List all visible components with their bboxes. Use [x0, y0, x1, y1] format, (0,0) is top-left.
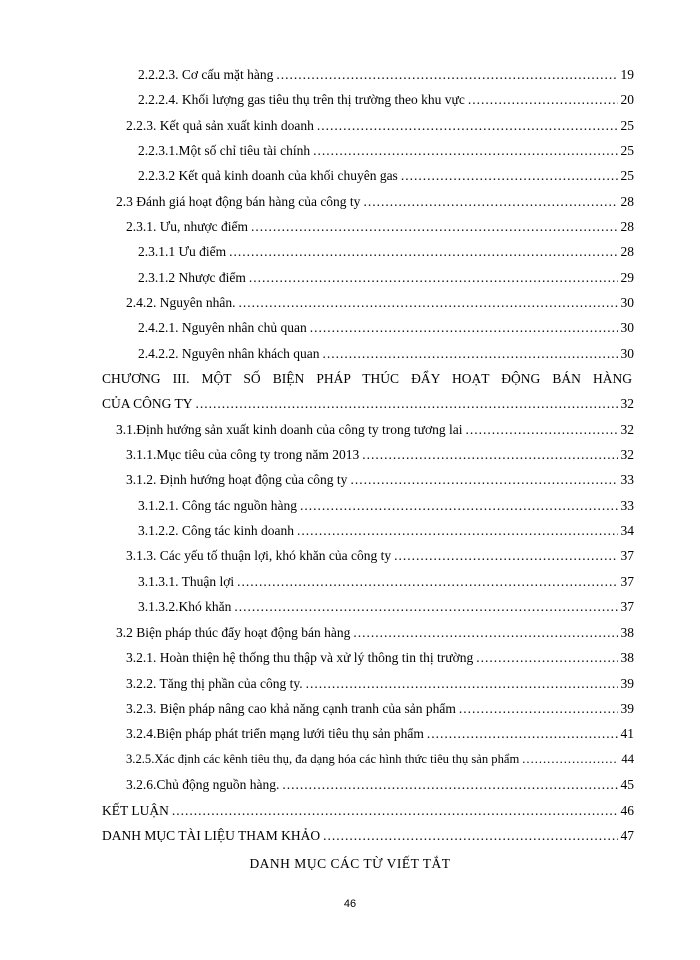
toc-entry[interactable] [138, 92, 634, 108]
toc-entry[interactable] [116, 422, 634, 438]
toc-entry-text: 3.1.2.1. Công tác nguồn hàng [138, 498, 297, 513]
toc-entry[interactable] [102, 828, 634, 844]
toc-entry-page: 47 [620, 828, 634, 843]
toc-leader [522, 752, 618, 767]
toc-entry[interactable] [138, 270, 634, 286]
toc-entry-text: 3.2.4.Biện pháp phát triển mạng lưới tiêu thụ sản phẩm [126, 726, 424, 741]
toc-entry[interactable] [126, 447, 634, 463]
toc-entry-page: 25 [620, 143, 634, 158]
toc-entry[interactable] [138, 599, 634, 615]
toc-entry-page: 25 [620, 168, 634, 183]
toc-leader [310, 320, 618, 336]
toc-entry-page: 39 [620, 701, 634, 716]
toc-entry-page: 33 [620, 498, 634, 513]
toc-entry-text: 2.3.1.1 Ưu điểm [138, 244, 227, 259]
toc-entry[interactable] [126, 777, 634, 793]
toc-entry-text: 3.1.3.2.Khó khăn [138, 599, 232, 614]
page-number: 46 [343, 898, 357, 910]
toc-leader [363, 194, 617, 210]
toc-entry-page: 32 [620, 447, 634, 462]
toc-entry-page: 30 [620, 346, 634, 361]
toc-entry[interactable] [126, 472, 634, 488]
toc-entry-text: 3.2 Biện pháp thúc đẩy hoạt động bán hàng [116, 625, 351, 640]
toc-entry-page: 37 [620, 574, 634, 589]
toc-entry-text: 2.3.1.2 Nhược điểm [138, 270, 246, 285]
toc-entry[interactable] [116, 194, 634, 210]
toc-leader [362, 447, 617, 463]
toc-entry[interactable] [126, 650, 634, 666]
toc-entry-text: 3.2.6.Chủ động nguồn hàng. [126, 777, 280, 792]
toc-entry[interactable] [138, 143, 634, 159]
toc-entry-page: 38 [620, 650, 634, 665]
toc-entry-text: 2.4.2.2. Nguyên nhân khách quan [138, 346, 320, 361]
toc-entry[interactable] [138, 574, 634, 590]
toc-entry-text: 3.2.3. Biện pháp nâng cao khả năng cạnh tranh của sản phẩm [126, 701, 456, 716]
toc-entry-text: 3.1.1.Mục tiêu của công ty trong năm 2013 [126, 447, 360, 462]
toc-leader [466, 422, 618, 438]
toc-entry-text: 3.1.2.2. Công tác kinh doanh [138, 523, 294, 538]
toc-leader [229, 244, 617, 260]
toc-entry-page: 32 [620, 396, 634, 411]
toc-entry-page: 37 [620, 548, 634, 563]
toc-entry-text: 3.1.Định hướng sản xuất kinh doanh của công ty trong tương lai [116, 422, 463, 437]
toc-entry-text: 3.2.1. Hoàn thiện hệ thống thu thập và xử lý thông tin thị trường [126, 650, 474, 665]
toc-leader [459, 701, 618, 717]
toc-entry-text: 2.2.3.1.Một số chỉ tiêu tài chính [138, 143, 311, 158]
toc-entry-text: 2.3.1. Ưu, nhược điểm [126, 219, 249, 234]
toc-entry-page: 45 [620, 777, 634, 792]
toc-leader [306, 676, 618, 692]
toc-entry-text: 2.4.2.1. Nguyên nhân chủ quan [138, 320, 307, 335]
toc-leader [394, 548, 617, 564]
toc-leader [476, 650, 617, 666]
toc-leader [350, 472, 617, 488]
toc-entry-page: 19 [620, 67, 634, 82]
toc-entry-text: DANH MỤC TÀI LIỆU THAM KHẢO [102, 828, 321, 843]
toc-entry-text: 3.2.2. Tăng thị phần của công ty. [126, 676, 303, 691]
toc-entry[interactable] [126, 726, 634, 742]
toc-leader [238, 295, 617, 311]
toc-leader [317, 118, 618, 134]
toc-entry-page: 25 [620, 118, 634, 133]
toc-leader [401, 168, 618, 184]
toc-entry-page: 46 [620, 803, 634, 818]
toc-entry-text: 3.1.2. Định hướng hoạt động của công ty [126, 472, 348, 487]
toc-entry-text: 2.3 Đánh giá hoạt động bán hàng của công ty [116, 194, 361, 209]
toc-entry-text: CỦA CÔNG TY [102, 396, 193, 411]
toc-entry-page: 33 [620, 472, 634, 487]
toc-entry[interactable] [126, 676, 634, 692]
toc-entry-page: 28 [620, 194, 634, 209]
abbreviations-title: DANH MỤC CÁC TỪ VIẾT TẮT [249, 856, 451, 871]
toc-entry-text: 3.1.3.1. Thuận lợi [138, 574, 235, 589]
toc-entry[interactable] [126, 295, 634, 311]
toc-entry-page: 41 [620, 726, 634, 741]
toc-entry[interactable] [126, 118, 634, 134]
toc-entry-text: 3.1.3. Các yếu tố thuận lợi, khó khăn của công ty [126, 548, 392, 563]
toc-leader [249, 270, 618, 286]
toc-entry[interactable] [126, 752, 634, 767]
toc-entry[interactable] [138, 498, 634, 514]
toc-entry[interactable] [116, 625, 634, 641]
toc-entry-text: 2.2.2.3. Cơ cấu mặt hàng [138, 67, 274, 82]
toc-leader [297, 523, 618, 539]
toc-entry[interactable] [138, 523, 634, 539]
toc-leader [427, 726, 618, 742]
toc-entry-page: 30 [620, 320, 634, 335]
toc-leader [251, 219, 617, 235]
toc-entry-page: 28 [620, 219, 634, 234]
toc-entry-page: 28 [620, 244, 634, 259]
toc-entry[interactable] [138, 67, 634, 83]
toc-entry[interactable] [102, 803, 634, 819]
toc-entry-text: KẾT LUẬN [102, 803, 169, 818]
toc-entry-page: 44 [621, 752, 634, 766]
toc-entry[interactable] [138, 244, 634, 260]
toc-entry-page: 39 [620, 676, 634, 691]
toc-entry-page: 32 [620, 422, 634, 437]
toc-entry[interactable] [138, 168, 634, 184]
toc-entry-page: 37 [620, 599, 634, 614]
toc-leader [300, 498, 618, 514]
toc-entry[interactable] [126, 219, 634, 235]
toc-entry[interactable] [126, 548, 634, 564]
toc-entry-page: 38 [620, 625, 634, 640]
toc-entry[interactable] [138, 320, 634, 336]
toc-entry-text: 3.2.5.Xác định các kênh tiêu thụ, đa dạng hóa các hình thức tiêu thụ sản phẩm [126, 752, 520, 766]
toc-leader [282, 777, 617, 793]
toc-leader [323, 828, 617, 844]
toc-entry-page: 20 [620, 92, 634, 107]
toc-leader [276, 67, 617, 83]
toc-leader [196, 396, 618, 412]
toc-leader [234, 599, 617, 615]
toc-leader [313, 143, 617, 159]
chapter-heading[interactable]: CHƯƠNG III. MỘT SỐ BIỆN PHÁP THÚC ĐẨY HOẠT ĐỘNG BÁN HÀNG [102, 371, 632, 386]
toc-leader [353, 625, 617, 641]
toc-entry-text: 2.4.2. Nguyên nhân. [126, 295, 236, 310]
toc-entry[interactable] [126, 701, 634, 717]
toc-entry[interactable] [102, 396, 634, 412]
toc-leader [322, 346, 617, 362]
toc-entry-text: 2.2.3.2 Kết quả kinh doanh của khối chuyên gas [138, 168, 398, 183]
toc-entry-page: 29 [620, 270, 634, 285]
toc-leader [172, 803, 618, 819]
toc-leader [468, 92, 618, 108]
toc-entry-text: 2.2.2.4. Khối lượng gas tiêu thụ trên thị trường theo khu vực [138, 92, 465, 107]
toc-entry-page: 34 [620, 523, 634, 538]
toc-entry-page: 30 [620, 295, 634, 310]
toc-leader [237, 574, 617, 590]
toc-entry-text: 2.2.3. Kết quả sản xuất kinh doanh [126, 118, 314, 133]
toc-entry[interactable] [138, 346, 634, 362]
